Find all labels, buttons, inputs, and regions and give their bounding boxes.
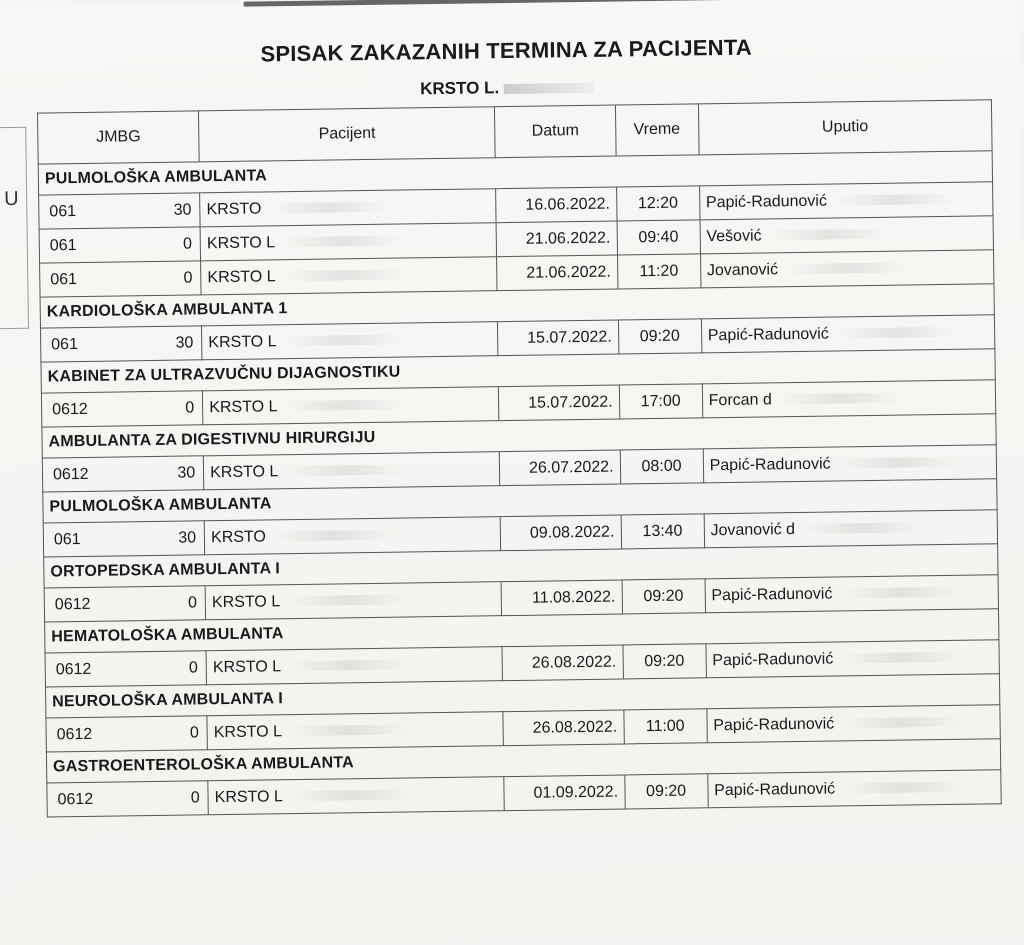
cell-referrer	[700, 216, 994, 254]
cell-date	[497, 255, 618, 291]
redaction-mark	[290, 725, 410, 737]
cell-patient	[202, 322, 499, 360]
adjacent-page-edge	[0, 127, 29, 329]
cell-jmbg	[44, 586, 206, 622]
cell-date-text: 26.07.2022.	[528, 458, 614, 477]
redaction-mark	[291, 790, 411, 802]
column-header-jmbg: JMBG	[37, 111, 199, 164]
section-title: ORTOPEDSKA AMBULANTA I	[44, 544, 998, 588]
jmbg-start: 0612	[52, 465, 89, 484]
appointments-body	[38, 151, 1001, 817]
cell-patient-text: KRSTO	[206, 199, 262, 218]
cell-patient-text: KRSTO L	[208, 332, 277, 351]
cell-date	[501, 515, 622, 551]
cell-jmbg	[42, 456, 204, 492]
cell-referrer	[699, 182, 993, 220]
cell-date-text: 21.06.2022.	[526, 263, 611, 282]
cell-date-text: 01.09.2022.	[533, 783, 619, 802]
jmbg-start: 0612	[55, 660, 92, 679]
cell-referrer	[702, 380, 996, 418]
redaction-mark	[841, 652, 961, 664]
redaction-mark	[503, 82, 593, 93]
cell-patient-text: KRSTO L	[213, 722, 283, 741]
cell-jmbg	[39, 227, 201, 263]
jmbg-start: 061	[53, 531, 81, 549]
cell-date-text: 16.06.2022.	[525, 195, 611, 214]
column-header-uputio: Uputio	[698, 100, 992, 155]
cell-referrer	[701, 315, 995, 353]
cell-date	[500, 450, 621, 486]
cell-referrer-text: Papić-Radunović	[705, 192, 828, 211]
cell-date	[504, 775, 625, 811]
redaction-mark	[289, 660, 409, 672]
cell-patient-text: KRSTO L	[206, 233, 276, 252]
section-title: GASTROENTEROLOŠKA AMBULANTA	[46, 739, 1000, 783]
cell-jmbg	[47, 781, 209, 817]
patient-header-name: KRSTO L.	[420, 78, 500, 99]
cell-date-text: 15.07.2022.	[528, 393, 613, 412]
cell-time	[621, 514, 705, 549]
cell-date-text: 26.08.2022.	[531, 653, 617, 672]
jmbg-end: 0	[190, 789, 200, 807]
cell-date-text: 26.08.2022.	[532, 718, 618, 737]
cell-date-text: 15.07.2022.	[527, 328, 612, 347]
redaction-mark	[838, 457, 958, 469]
cell-time-text: 09:20	[639, 327, 680, 345]
cell-time	[617, 254, 701, 289]
jmbg-start: 0612	[57, 790, 94, 809]
document-title: SPISAK ZAKAZANIH TERMINA ZA PACIJENTA	[260, 34, 753, 67]
jmbg-end: 30	[177, 464, 196, 482]
adjacent-page-glyph: U	[4, 187, 19, 211]
cell-time-text: 11:00	[645, 717, 685, 735]
jmbg-start: 061	[49, 203, 77, 221]
cell-time	[622, 579, 706, 614]
redaction-mark	[288, 595, 408, 607]
cell-patient-text: KRSTO	[210, 527, 267, 546]
cell-patient	[200, 189, 497, 227]
cell-time-text: 13:40	[642, 522, 683, 540]
cell-referrer	[704, 510, 998, 548]
cell-time-text: 09:20	[645, 782, 687, 800]
cell-patient	[206, 647, 503, 685]
section-title: HEMATOLOŠKA AMBULANTA	[45, 609, 999, 653]
section-title: KABINET ZA ULTRAZVUČNU DIJAGNOSTIKU	[41, 349, 995, 393]
cell-time	[623, 709, 707, 744]
cell-referrer	[707, 770, 1001, 808]
cell-time-text: 08:00	[641, 457, 682, 475]
cell-referrer-text: Papić-Radunović	[713, 715, 835, 734]
cell-patient	[207, 712, 504, 750]
jmbg-end: 0	[187, 594, 198, 612]
section-title: KARDIOLOŠKA AMBULANTA 1	[40, 284, 994, 328]
cell-patient-text: KRSTO L	[214, 787, 283, 806]
cell-patient	[200, 223, 497, 261]
jmbg-end: 0	[185, 399, 195, 417]
redaction-mark	[285, 400, 405, 412]
cell-date	[503, 710, 624, 746]
jmbg-end: 0	[189, 724, 199, 742]
jmbg-end: 30	[178, 529, 197, 547]
cell-date	[497, 221, 618, 257]
cell-time-text: 12:20	[637, 194, 679, 212]
jmbg-start: 061	[51, 336, 79, 354]
cell-referrer	[705, 575, 999, 613]
cell-date	[502, 580, 623, 616]
cell-time	[624, 774, 708, 809]
cell-patient-text: KRSTO L	[209, 397, 278, 416]
cell-jmbg	[45, 651, 207, 687]
jmbg-end: 0	[183, 269, 193, 287]
cell-time-text: 09:20	[644, 652, 685, 670]
cell-date	[498, 320, 619, 356]
section-title: NEUROLOŠKA AMBULANTA I	[45, 674, 999, 718]
redaction-mark	[283, 236, 403, 248]
cell-date-text: 09.08.2022.	[529, 523, 615, 542]
jmbg-start: 061	[49, 237, 77, 255]
cell-time	[618, 319, 702, 354]
redaction-mark	[786, 263, 906, 275]
cell-referrer	[703, 445, 997, 483]
redaction-mark	[269, 202, 389, 214]
cell-patient-text: KRSTO L	[207, 267, 276, 286]
cell-jmbg	[40, 326, 202, 362]
paper-edge	[243, 0, 843, 7]
cell-referrer-text: Jovanović	[706, 260, 779, 279]
jmbg-end: 0	[188, 659, 199, 677]
section-title: PULMOLOŠKA AMBULANTA	[38, 151, 992, 195]
jmbg-start: 0612	[52, 400, 88, 419]
redaction-mark	[842, 717, 962, 729]
cell-patient	[208, 777, 505, 815]
cell-patient-text: KRSTO L	[210, 462, 279, 481]
cell-referrer-text: Vešović	[706, 226, 762, 245]
cell-date-text: 11.08.2022.	[531, 588, 616, 607]
cell-referrer	[706, 640, 1000, 678]
jmbg-start: 0612	[56, 725, 93, 744]
cell-date	[496, 187, 617, 223]
cell-time-text: 11:20	[639, 262, 679, 280]
redaction-mark	[840, 587, 960, 599]
redaction-mark	[274, 530, 394, 542]
redaction-mark	[837, 327, 957, 339]
column-header-datum: Datum	[495, 105, 616, 158]
cell-time	[617, 220, 701, 255]
cell-time	[619, 384, 703, 419]
cell-jmbg	[39, 193, 201, 229]
cell-time	[616, 186, 700, 221]
cell-jmbg	[46, 716, 208, 752]
jmbg-end: 0	[182, 235, 193, 253]
cell-jmbg	[41, 391, 203, 427]
cell-time-text: 17:00	[640, 392, 681, 410]
cell-referrer	[707, 705, 1001, 743]
jmbg-start: 061	[50, 271, 78, 289]
appointments-table	[37, 99, 1002, 817]
redaction-mark	[286, 465, 406, 477]
redaction-mark	[843, 782, 963, 794]
redaction-mark	[284, 335, 404, 347]
cell-patient	[203, 452, 500, 490]
cell-patient-text: KRSTO L	[212, 657, 282, 676]
section-title: PULMOLOŠKA AMBULANTA	[43, 479, 997, 523]
cell-patient	[203, 387, 500, 425]
column-header-vreme: Vreme	[615, 104, 699, 156]
cell-referrer-text: Forcan d	[708, 390, 772, 409]
cell-referrer-text: Papić-Radunović	[709, 455, 831, 474]
jmbg-end: 30	[173, 201, 192, 219]
column-header-pacijent: Pacijent	[199, 107, 496, 162]
cell-referrer-text: Papić-Radunović	[707, 325, 829, 344]
cell-jmbg	[43, 521, 205, 557]
cell-time	[620, 449, 704, 484]
cell-referrer	[700, 250, 994, 288]
cell-patient	[201, 257, 498, 295]
redaction-mark	[803, 523, 923, 535]
cell-jmbg	[40, 261, 202, 297]
jmbg-end: 30	[175, 334, 194, 352]
cell-time-text: 09:20	[643, 587, 684, 605]
cell-referrer-text: Jovanović d	[710, 520, 796, 539]
cell-referrer-text: Papić-Radunović	[714, 780, 836, 799]
jmbg-start: 0612	[54, 595, 91, 614]
cell-patient	[205, 582, 502, 620]
cell-time	[623, 644, 707, 679]
redaction-mark	[780, 393, 900, 405]
redaction-mark	[284, 270, 404, 282]
cell-referrer-text: Papić-Radunović	[711, 585, 833, 604]
cell-time-text: 09:40	[638, 228, 679, 246]
section-title: AMBULANTA ZA DIGESTIVNU HIRURGIJU	[42, 414, 996, 458]
cell-patient	[204, 517, 501, 555]
redaction-mark	[769, 229, 889, 241]
cell-date	[499, 385, 620, 421]
cell-date	[502, 645, 623, 681]
cell-date-text: 21.06.2022.	[525, 229, 611, 248]
redaction-mark	[835, 194, 955, 206]
cell-referrer-text: Papić-Radunović	[712, 650, 834, 669]
cell-patient-text: KRSTO L	[211, 592, 281, 611]
